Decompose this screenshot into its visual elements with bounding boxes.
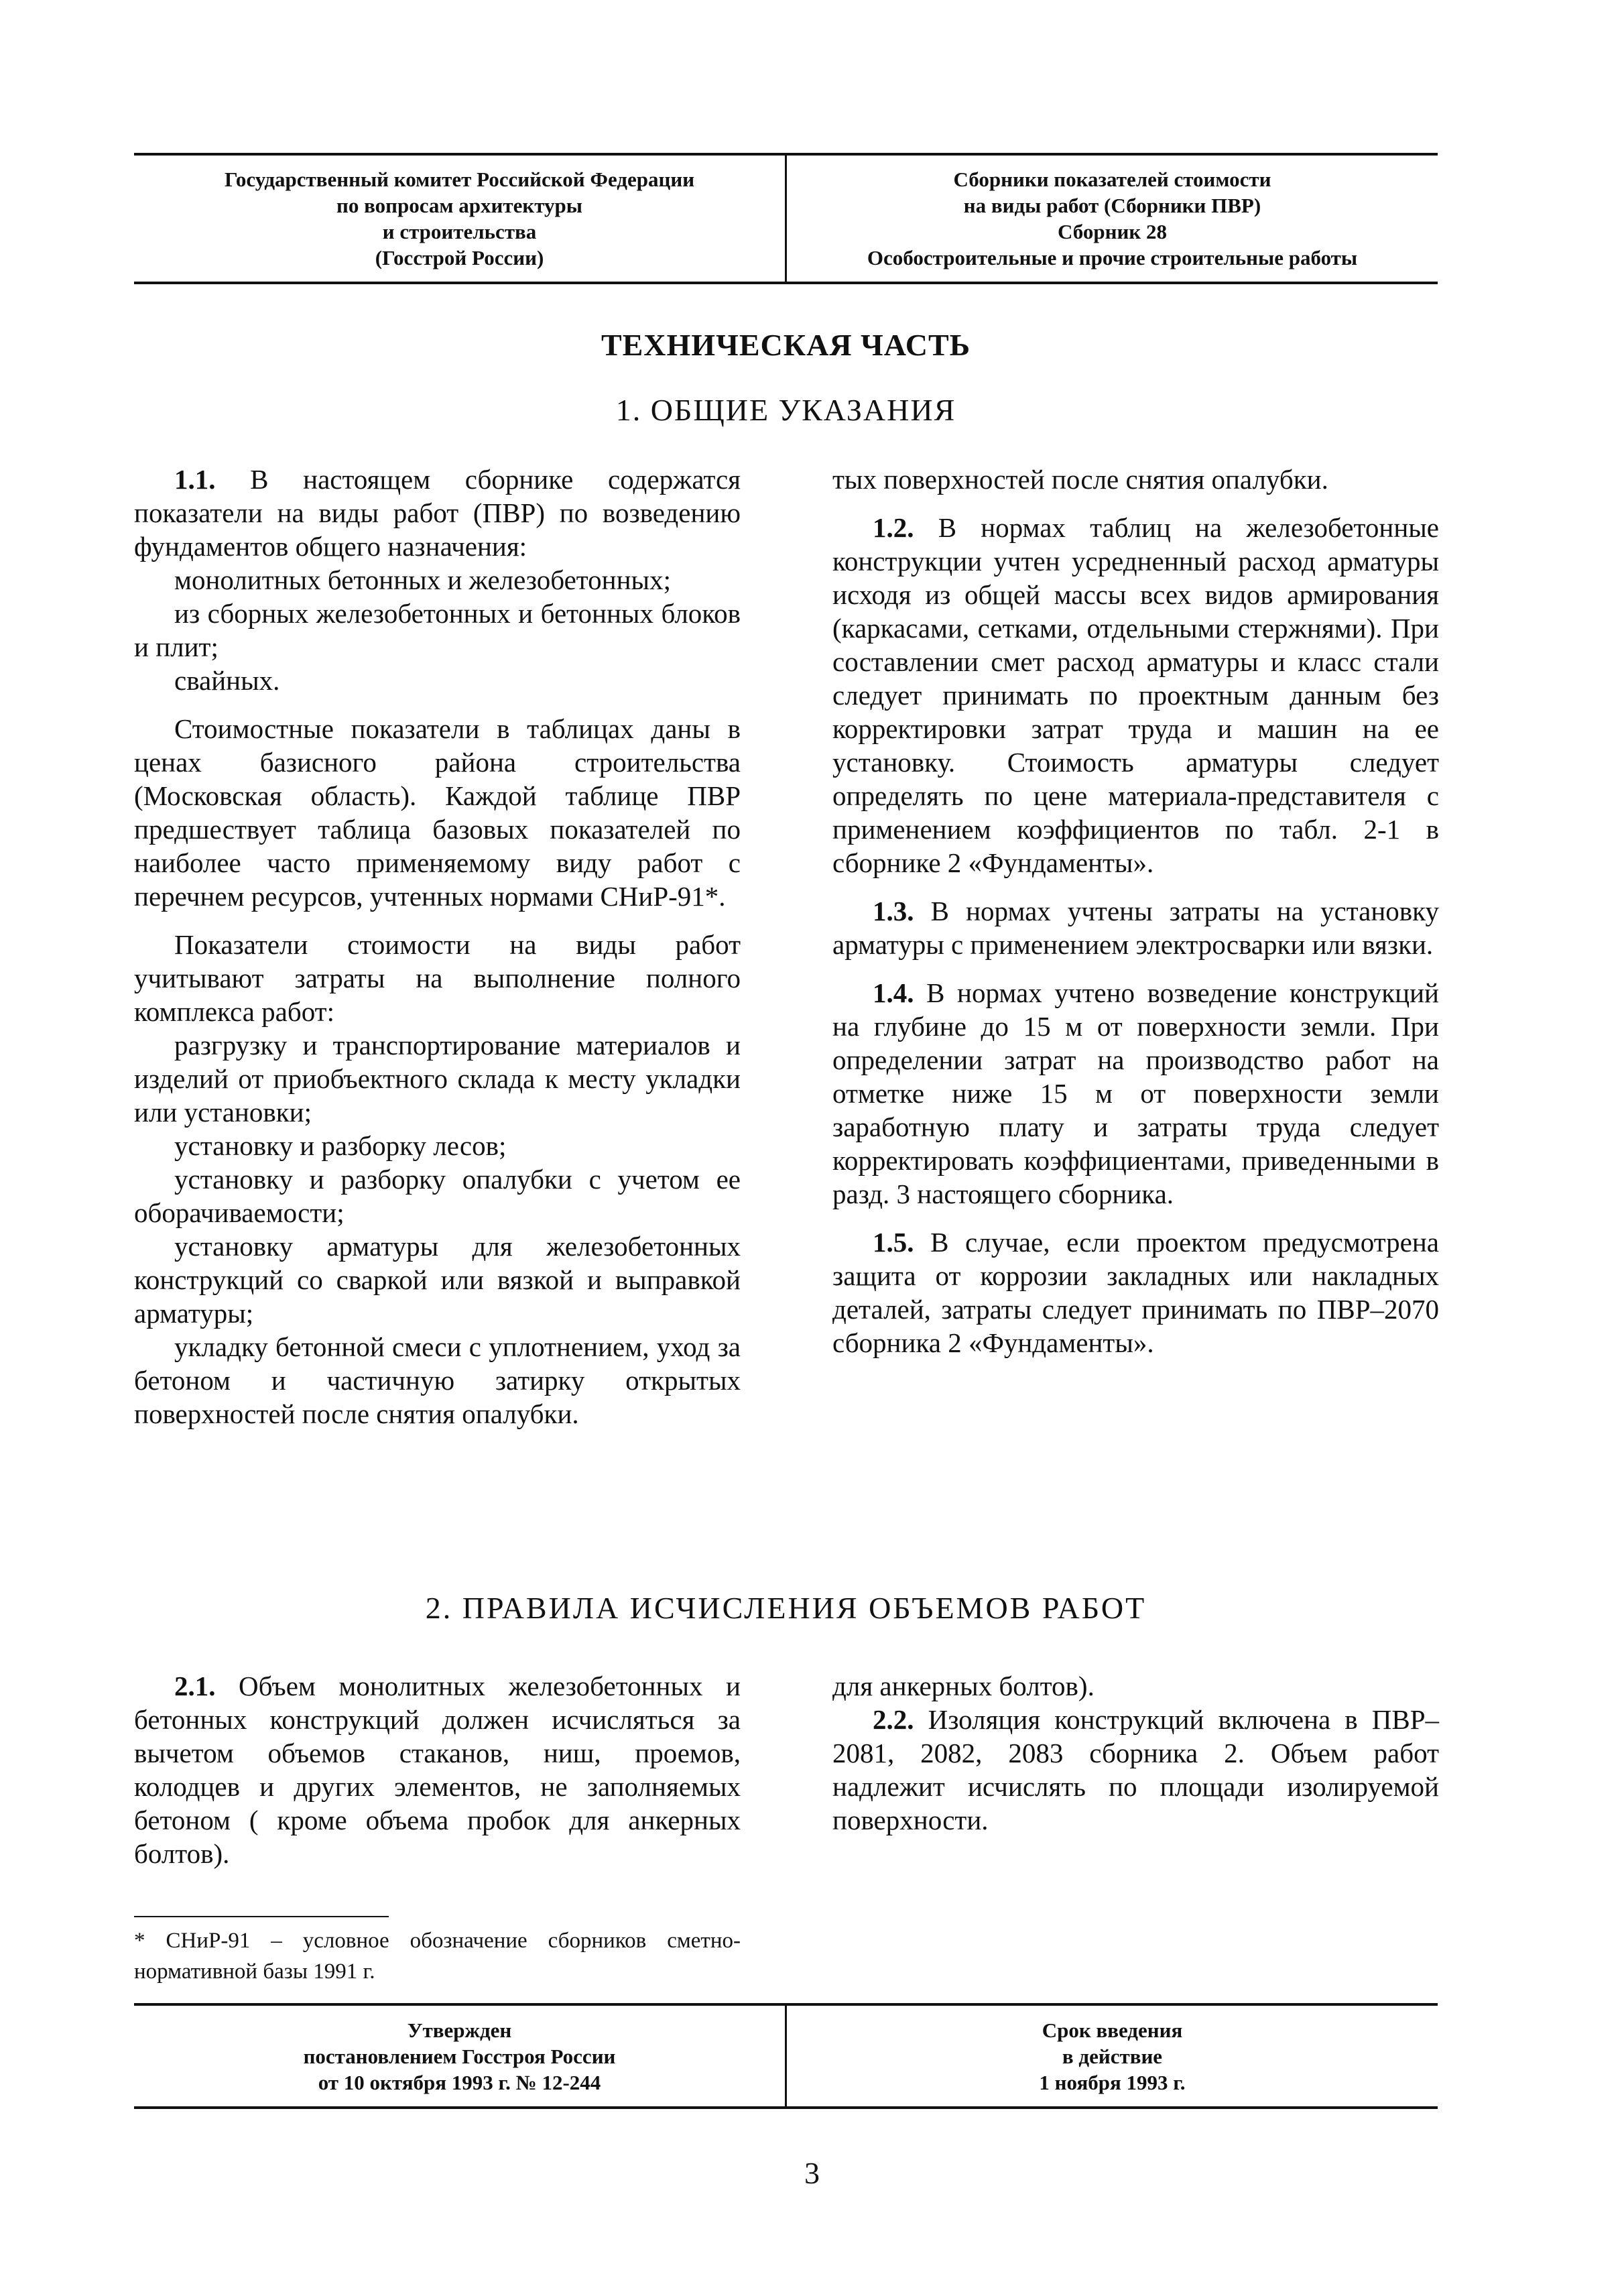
footnote: * СНиР-91 – условное обозначение сборников сметно-нормативной базы 1991 г. xyxy=(134,1929,741,1984)
page-title: ТЕХНИЧЕСКАЯ ЧАСТЬ xyxy=(601,328,971,362)
header-issuer-line: и строительства xyxy=(382,220,537,243)
paragraph-1-4 xyxy=(832,976,1439,1211)
header-collection-line: Сборники показателей стоимости xyxy=(953,168,1271,191)
footer-effective-line: Срок введения xyxy=(1042,2018,1183,2042)
list-item: установку и разборку опалубки с учетом ее оборачиваемости; xyxy=(134,1164,741,1228)
header-collection-line: на виды работ (Сборники ПВР) xyxy=(963,194,1261,217)
list-item: установку и разборку лесов; xyxy=(174,1130,507,1161)
header-issuer xyxy=(134,156,787,282)
paragraph-continuation: для анкерных болтов). xyxy=(832,1671,1095,1701)
footer-approval-line: постановлением Госстроя России xyxy=(303,2044,616,2068)
paragraph-costs: Показатели стоимости на виды работ учитывают затраты на выполнение полного комплекса работ: xyxy=(134,929,741,1027)
paragraph-number: 1.1. xyxy=(174,464,216,495)
list-item: свайных. xyxy=(174,665,280,696)
section1-left-column xyxy=(134,463,741,1429)
footer-approval xyxy=(134,2006,787,2106)
header-collection-line: Сборник 28 xyxy=(1058,220,1167,243)
list-item-continuation: тых поверхностей после снятия опалубки. xyxy=(832,464,1328,495)
paragraph-number: 1.3. xyxy=(873,896,914,926)
paragraph-text: В настоящем сборнике содержатся показатели на виды работ (ПВР) по возведению фундаментов общего назначения: xyxy=(134,464,741,562)
header-issuer-line: по вопросам архитектуры xyxy=(336,194,582,217)
paragraph-text: В нормах учтено возведение конструкций на глубине до 15 м от поверхности земли. При определении затрат на производство работ на отметке ниже 15 м от поверхности земли заработную плату и затраты труда следует корректировать коэффициентами, приведенными в разд. 3 настоящего сборника. xyxy=(832,977,1440,1209)
header-issuer-line: (Госстрой России) xyxy=(375,246,544,269)
section2-left-column xyxy=(134,1669,741,1869)
section2-right-column xyxy=(832,1669,1439,1837)
list-item: из сборных железобетонных и бетонных блоков и плит; xyxy=(134,598,741,662)
page-number: 3 xyxy=(804,2156,820,2190)
header-collection xyxy=(787,156,1438,282)
footer-table xyxy=(134,2003,1438,2109)
paragraph-2-2 xyxy=(832,1703,1439,1837)
paragraph-text: В нормах таблиц на железобетонные конструкции учтен усредненный расход арматуры исходя из общей массы всех видов армирования (каркасами, сетками, отдельными стержнями). При составлении смет расход арматуры и класс стали следует принимать по проектным данным без корректировки затрат труда и машин на ее установку. Стоимость арматуры следует определять по цене материала-представителя с применением коэффициентов по табл. 2-1 в сборнике 2 «Фундаменты». xyxy=(832,512,1440,878)
header-issuer-line: Государственный комитет Российской Федерации xyxy=(224,168,695,191)
header-collection-line: Особостроительные и прочие строительные работы xyxy=(867,246,1358,269)
footer-effective-line: в действие xyxy=(1062,2044,1163,2068)
paragraph-1-2 xyxy=(832,511,1439,880)
list-item: укладку бетонной смеси с уплотнением, уход за бетоном и частичную затирку открытых поверхностей после снятия опалубки. xyxy=(134,1331,741,1429)
paragraph-2-1 xyxy=(134,1669,741,1869)
footer-effective-date xyxy=(787,2006,1438,2106)
section2-title: 2. ПРАВИЛА ИСЧИСЛЕНИЯ ОБЪЕМОВ РАБОТ xyxy=(425,1591,1147,1625)
paragraph-1-5 xyxy=(832,1225,1439,1360)
paragraph-1-1 xyxy=(134,463,741,563)
footer-approval-line: от 10 октября 1993 г. № 12-244 xyxy=(318,2070,601,2094)
paragraph-number: 1.4. xyxy=(873,977,914,1008)
footer-approval-line: Утвержден xyxy=(407,2018,512,2042)
paragraph-number: 1.2. xyxy=(873,512,914,543)
paragraph-1-3 xyxy=(832,894,1439,961)
section1-right-column xyxy=(832,463,1439,1360)
footnote-divider xyxy=(134,1916,389,1917)
paragraph-text: Изоляция конструкций включена в ПВР–2081, 2082, 2083 сборника 2. Объем работ надлежит исчислять по площади изолируемой поверхности. xyxy=(832,1704,1440,1835)
section1-title: 1. ОБЩИЕ УКАЗАНИЯ xyxy=(615,393,956,427)
list-item: монолитных бетонных и железобетонных; xyxy=(174,564,671,595)
paragraph-text: Объем монолитных железобетонных и бетонных конструкций должен исчисляться за вычетом объемов стаканов, ниш, проемов, колодцев и других элементов, не заполняемых бетоном ( кроме объема пробок для анкерных болтов). xyxy=(134,1671,741,1869)
list-item: разгрузку и транспортирование материалов и изделий от приобъектного склада к месту укладки или установки; xyxy=(134,1030,741,1128)
paragraph-number: 1.5. xyxy=(873,1227,914,1258)
paragraph-prices: Стоимостные показатели в таблицах даны в ценах базисного района строительства (Московская область). Каждой таблице ПВР предшествует таблица базовых показателей по наиболее часто применяемому виду работ с перечнем ресурсов, учтенных нормами СНиР-91*. xyxy=(134,713,741,912)
header-table xyxy=(134,153,1438,284)
paragraph-number: 2.2. xyxy=(873,1704,914,1735)
footer-effective-line: 1 ноября 1993 г. xyxy=(1039,2070,1186,2094)
paragraph-text: В случае, если проектом предусмотрена защита от коррозии закладных или накладных деталей, затраты следует принимать по ПВР–2070 сборника 2 «Фундаменты». xyxy=(832,1227,1439,1358)
paragraph-number: 2.1. xyxy=(174,1671,216,1701)
list-item: установку арматуры для железобетонных конструкций со сваркой или вязкой и выправкой арматуры; xyxy=(134,1231,741,1329)
paragraph-text: В нормах учтены затраты на установку арматуры с применением электросварки или вязки. xyxy=(832,896,1440,960)
